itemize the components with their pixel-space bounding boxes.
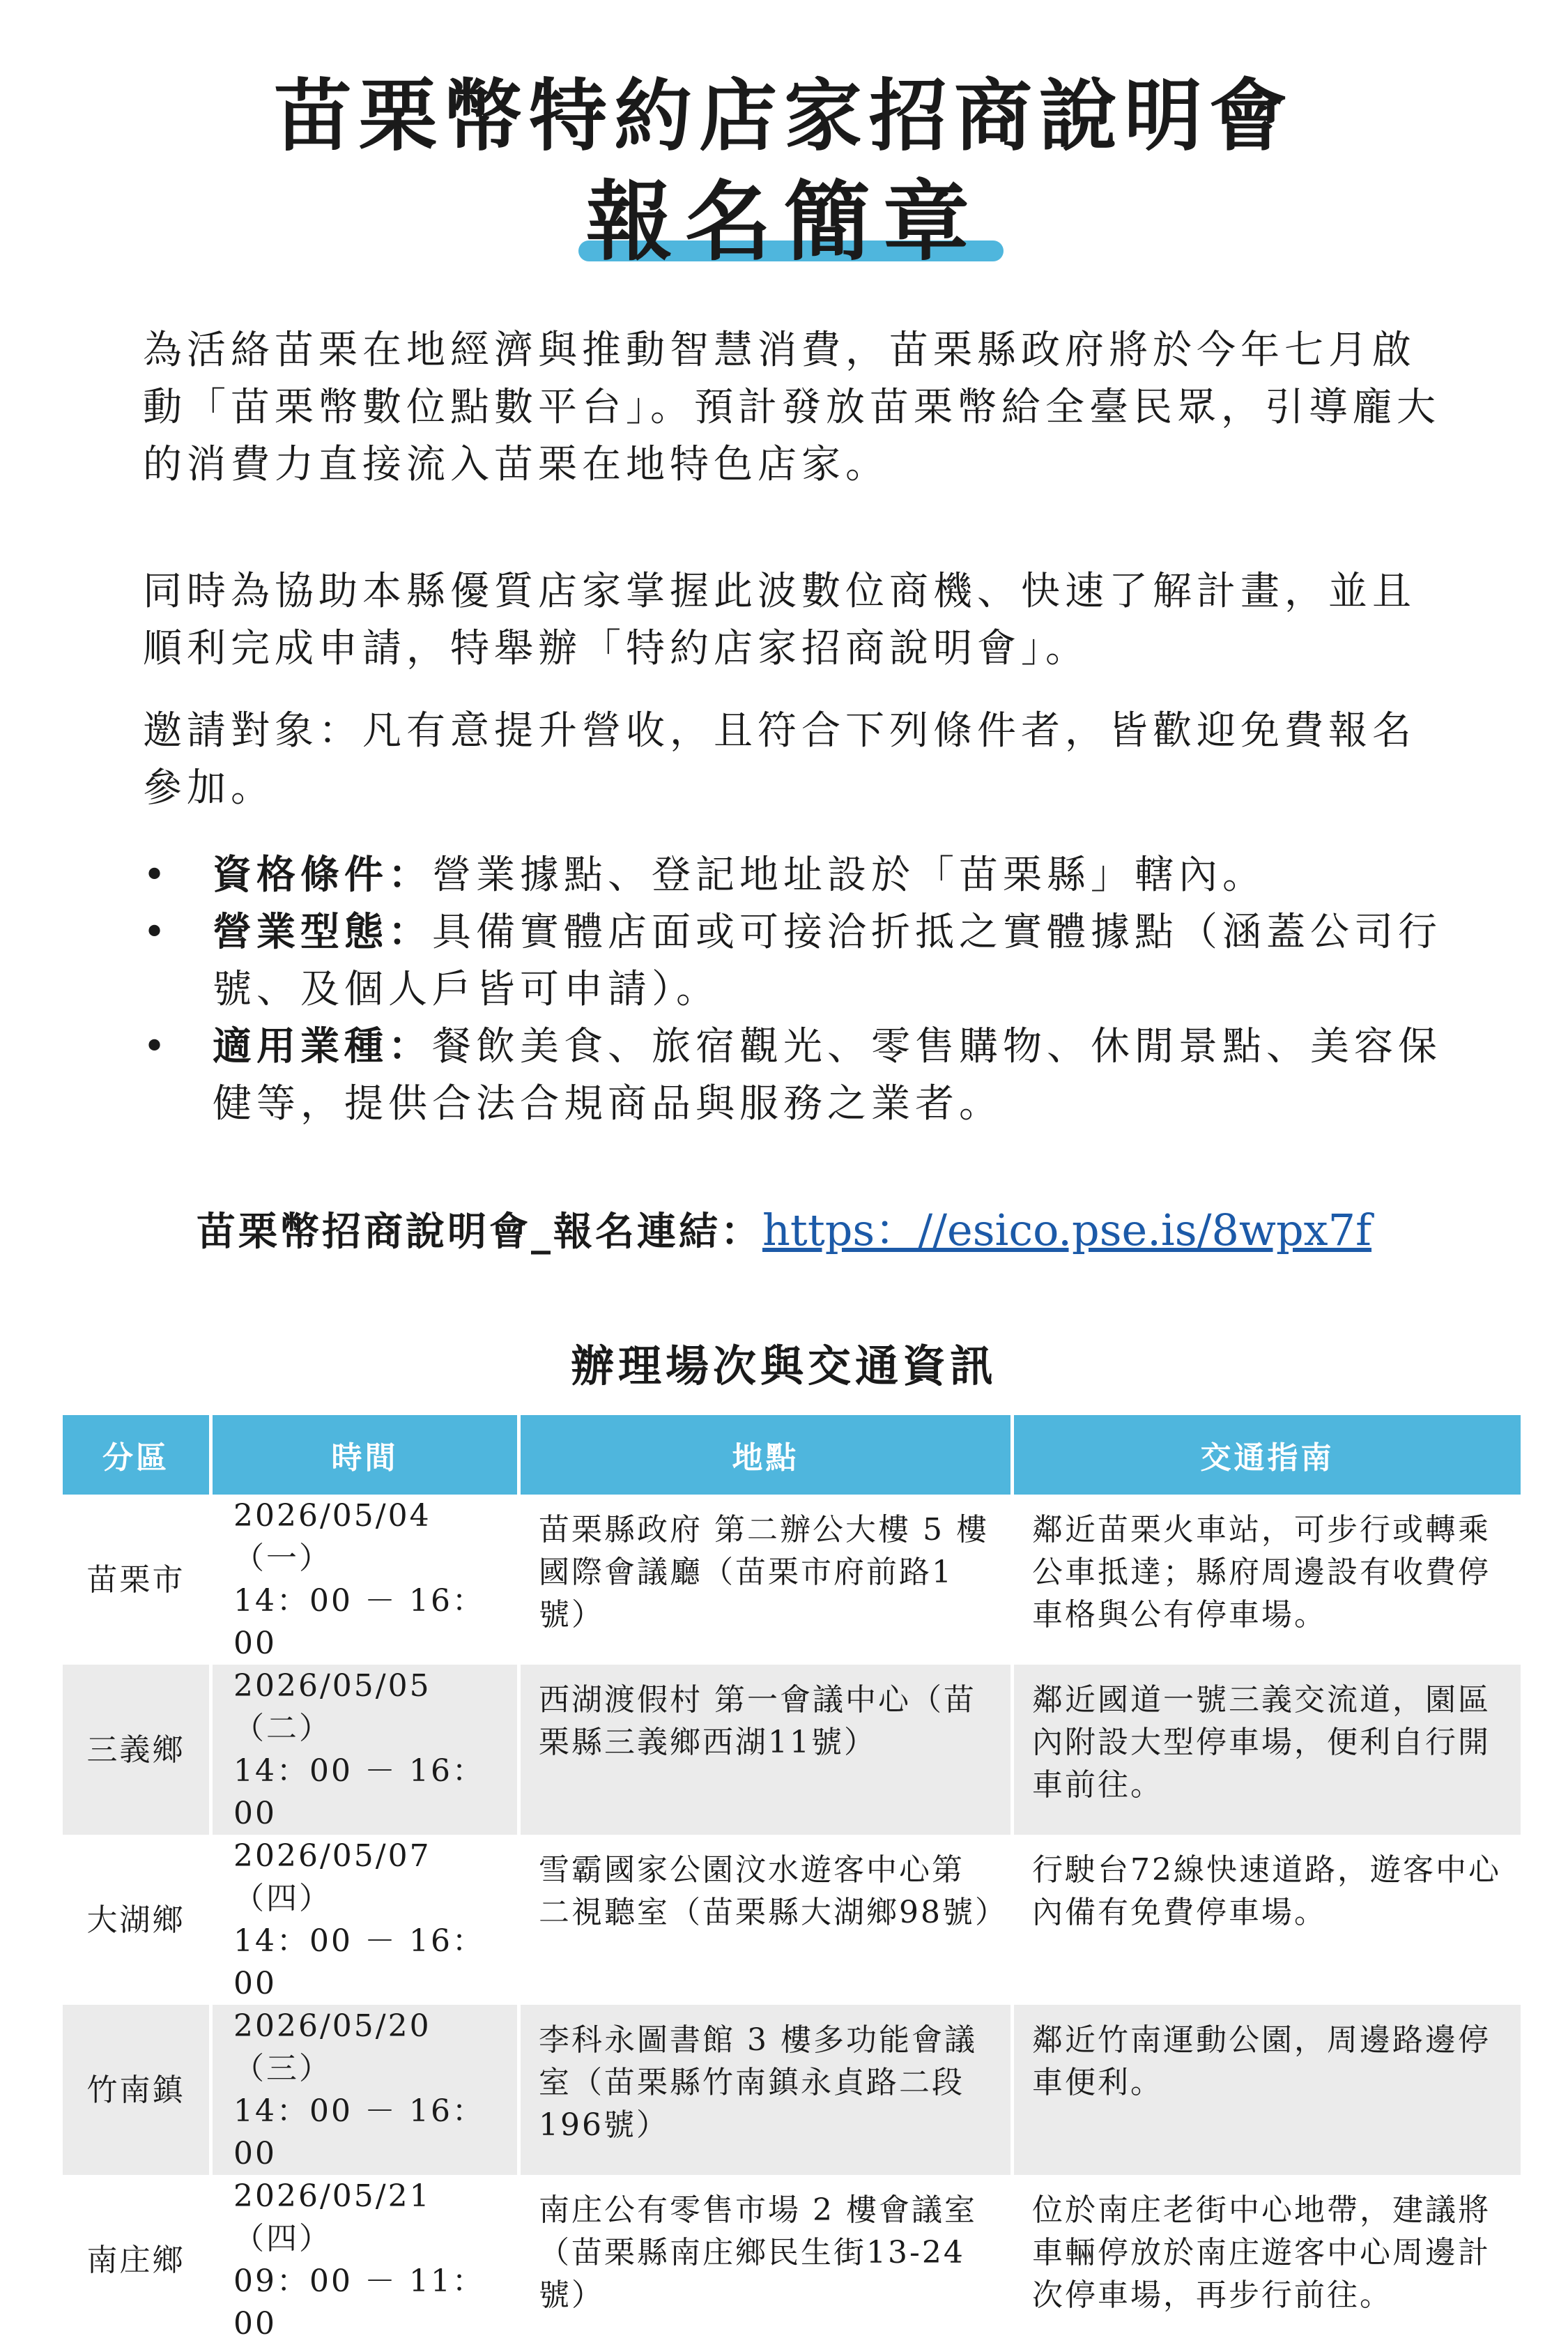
list-item: [143, 1018, 1453, 1133]
registration-link[interactable]: https：//esico.pse.is/8wpx7f: [762, 1205, 1372, 1255]
time-cell: [213, 1495, 517, 1665]
page-title: 苗栗幣特約店家招商說明會: [274, 71, 1294, 162]
traffic-cell: 鄰近國道一號三義交流道，園區內附設大型停車場，便利自行開車前往。: [1014, 1665, 1521, 1835]
condition-text: 營業據點、登記地址設於「苗栗縣」轄內。: [432, 853, 1266, 898]
page-subtitle: 報名簡章: [585, 172, 982, 273]
list-item: [143, 847, 1453, 904]
traffic-cell: 鄰近苗栗火車站，可步行或轉乘公車抵達；縣府周邊設有收費停車格與公有停車場。: [1014, 1495, 1521, 1665]
table-row: [63, 1665, 1521, 1835]
time-cell: [213, 1665, 517, 1835]
date-text: 2026/05/07（四）: [233, 1838, 431, 1916]
region-cell: 南庄鄉: [63, 2175, 209, 2345]
condition-label: 營業型態：: [213, 910, 432, 955]
bullet-icon: •: [143, 1024, 171, 1069]
hours-text: 14：00 － 16：00: [233, 2093, 485, 2171]
region-cell: 三義鄉: [63, 1665, 209, 1835]
time-cell: [213, 2175, 517, 2345]
time-cell: [213, 2005, 517, 2175]
schedule-table: [59, 1415, 1524, 2345]
location-cell: 雪霸國家公園汶水遊客中心第二視聽室（苗栗縣大湖鄉98號）: [521, 1835, 1010, 2005]
invitation-paragraph: 邀請對象：凡有意提升營收，且符合下列條件者，皆歡迎免費報名參加。: [143, 708, 1416, 811]
traffic-cell: 鄰近竹南運動公園，周邊路邊停車便利。: [1014, 2005, 1521, 2175]
region-cell: 竹南鎮: [63, 2005, 209, 2175]
registration-label: 苗栗幣招商說明會_報名連結：: [196, 1209, 762, 1255]
location-cell: 苗栗縣政府 第二辦公大樓 5 樓國際會議廳（苗栗市府前路1號）: [521, 1495, 1010, 1665]
region-cell: 苗栗市: [63, 1495, 209, 1665]
condition-label: 資格條件：: [213, 853, 432, 898]
column-header-location: 地點: [521, 1415, 1010, 1495]
intro-paragraph-2: 同時為協助本縣優質店家掌握此波數位商機、快速了解計畫，並且順利完成申請，特舉辦「特約店家招商說明會」。: [143, 569, 1416, 671]
date-text: 2026/05/05（二）: [233, 1668, 431, 1746]
list-item: [143, 904, 1453, 1018]
traffic-cell: 位於南庄老街中心地帶，建議將車輛停放於南庄遊客中心周邊計次停車場，再步行前往。: [1014, 2175, 1521, 2345]
hours-text: 14：00 － 16：00: [233, 1753, 485, 1831]
location-cell: 李科永圖書館 3 樓多功能會議室（苗栗縣竹南鎮永貞路二段196號）: [521, 2005, 1010, 2175]
time-cell: [213, 1835, 517, 2005]
column-header-time: 時間: [213, 1415, 517, 1495]
hours-text: 14：00 － 16：00: [233, 1583, 485, 1661]
table-header-row: [63, 1415, 1521, 1495]
intro-paragraph-1: 為活絡苗栗在地經濟與推動智慧消費，苗栗縣政府將於今年七月啟動「苗栗幣數位點數平台」。預計發放苗栗幣給全臺民眾，引導龐大的消費力直接流入苗栗在地特色店家。: [143, 328, 1440, 487]
condition-label: 適用業種：: [213, 1024, 432, 1069]
bullet-icon: •: [143, 853, 171, 898]
date-text: 2026/05/20（三）: [233, 2008, 431, 2086]
location-cell: 西湖渡假村 第一會議中心（苗栗縣三義鄉西湖11號）: [521, 1665, 1010, 1835]
registration-line: [0, 1199, 1568, 1264]
location-cell: 南庄公有零售市場 2 樓會議室（苗栗縣南庄鄉民生街13-24號）: [521, 2175, 1010, 2345]
column-header-region: 分區: [63, 1415, 209, 1495]
schedule-title: 辦理場次與交通資訊: [570, 1340, 997, 1391]
subtitle-block: [0, 171, 1568, 275]
table-row: [63, 2005, 1521, 2175]
table-row: [63, 2175, 1521, 2345]
hours-text: 14：00 － 16：00: [233, 1923, 485, 2001]
date-text: 2026/05/21（四）: [233, 2178, 431, 2256]
conditions-list: [143, 847, 1453, 1133]
hours-text: 09：00 － 11：00: [233, 2263, 485, 2342]
table-row: [63, 1835, 1521, 2005]
bullet-icon: •: [143, 910, 171, 955]
date-text: 2026/05/04（一）: [233, 1498, 431, 1576]
table-row: [63, 1495, 1521, 1665]
condition-text: 餐飲美食、旅宿觀光、零售購物、休閒景點、美容保健等，提供合法合規商品與服務之業者。: [213, 1024, 1442, 1126]
condition-text: 具備實體店面或可接洽折抵之實體據點（涵蓋公司行號、及個人戶皆可申請）。: [213, 910, 1442, 1012]
column-header-traffic: 交通指南: [1014, 1415, 1521, 1495]
region-cell: 大湖鄉: [63, 1835, 209, 2005]
traffic-cell: 行駛台72線快速道路，遊客中心內備有免費停車場。: [1014, 1835, 1521, 2005]
